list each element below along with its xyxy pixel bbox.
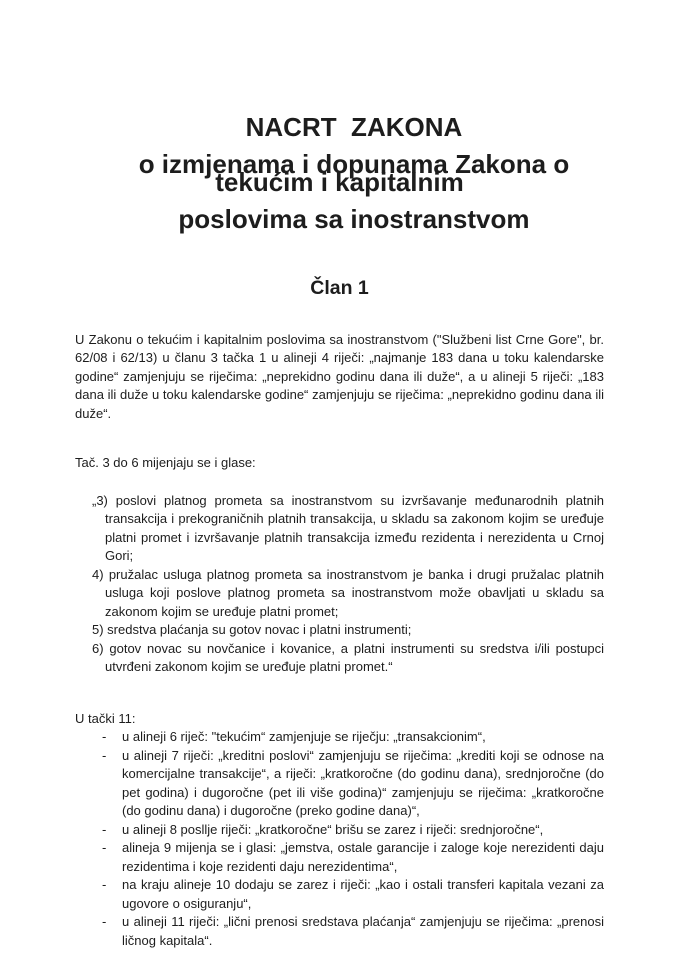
bullet-text: u alineji 6 riječ: "tekućim“ zamjenjuje se riječju: „transakcionim“, [122, 729, 486, 744]
title-line-1: NACRT ZAKONA [245, 111, 463, 142]
amended-point: „3) poslovi platnog prometa sa inostranstvom su izvršavanje međunarodnih platnih transakcija i prekograničnih platnih transakcija, u skladu sa zakonom kojim se uređuje platni promet i izvršavanje platnih transakcija između rezidenta i nerezidenta u Crnoj Gori; [92, 492, 604, 563]
title-line-3: poslovima sa inostranstvom [178, 204, 530, 234]
amendment-lead: Tač. 3 do 6 mijenjaju se i glase: [75, 455, 256, 470]
bullet-item [100, 821, 604, 840]
bullet-item [100, 913, 604, 950]
bullet-dash: - [102, 877, 107, 892]
title-line-2: o izmjenama i dopunama Zakona o tekućim i kapitalnim [138, 148, 577, 197]
bullet-item [100, 839, 604, 876]
document-title [75, 99, 604, 247]
bullet-text: na kraju alineje 10 dodaju se zarez i riječi: „kao i ostali transferi kapitala vezani za ugovore o osiguranju“, [122, 877, 604, 911]
bullet-dash: - [102, 821, 107, 837]
amended-points-block [92, 492, 604, 677]
bullet-text: u alineji 8 posllje riječi: „kratkoročne“ brišu se zarez i riječi: srednjoročne“, [122, 821, 544, 837]
bullet-text: u alineji 11 riječi: „lični prenosi sredstava plaćanja“ zamjenjuju se riječima: „prenosi ličnog kapitala“. [122, 914, 604, 948]
amended-point: 4) pružalac usluga platnog prometa sa inostranstvom je banka i drugi pružalac platnih usluga koji poslove platnog prometa sa inostranstvom može obavljati u skladu sa zakonom kojim se uređuje platni promet; [92, 566, 604, 619]
bullet-dash: - [102, 914, 107, 929]
section-lead: U tački 11: [75, 710, 136, 726]
bullet-dash: - [102, 840, 107, 855]
bullet-item [100, 747, 604, 821]
bullet-text: alineja 9 mijenja se i glasi: „jemstva, ostale garancije i zaloge koje nerezidenti daju rezidentima i koje rezidenti daju nerezidentima“, [122, 840, 604, 874]
bullet-dash: - [102, 729, 107, 744]
amendment-bullet-list [100, 728, 604, 950]
bullet-dash: - [102, 747, 107, 763]
bullet-text: u alineji 7 riječi: „kreditni poslovi“ zamjenjuju se riječima: „krediti koji se odnose na komercijalne transakcije“, a riječi: „kratkoročne (do godinu dana), srednjoročne (do pet godina) i dugoročne (pet ili više godina)“ zamjenjuju se riječima: „kratkoročne (do godinu dana) i dugoročne (preko godine dana)“, [122, 747, 604, 818]
amended-point: 6) gotov novac su novčanice i kovanice, a platni instrumenti su sredstva i/ili postupci utvrđeni zakonom kojim se uređuje platni promet.“ [92, 640, 604, 674]
amended-point: 5) sredstva plaćanja su gotov novac i platni instrumenti; [92, 622, 412, 637]
bullet-item [100, 876, 604, 913]
intro-paragraph: U Zakonu o tekućim i kapitalnim poslovima sa inostranstvom ("Službeni list Crne Gore", br. 62/08 i 62/13) u članu 3 tačka 1 u alineji 4 riječi: „najmanje 183 dana u toku kalendarske godine“ zamjenjuju se riječima: „neprekidno godinu dana ili duže“, a u alineji 5 riječi: „183 dana ili duže u toku kalendarske godine“ zamjenjuju se riječima: „neprekidno godinu dana ili duže“. [75, 331, 604, 421]
article-heading: Član 1 [310, 277, 369, 299]
bullet-item [100, 728, 604, 747]
